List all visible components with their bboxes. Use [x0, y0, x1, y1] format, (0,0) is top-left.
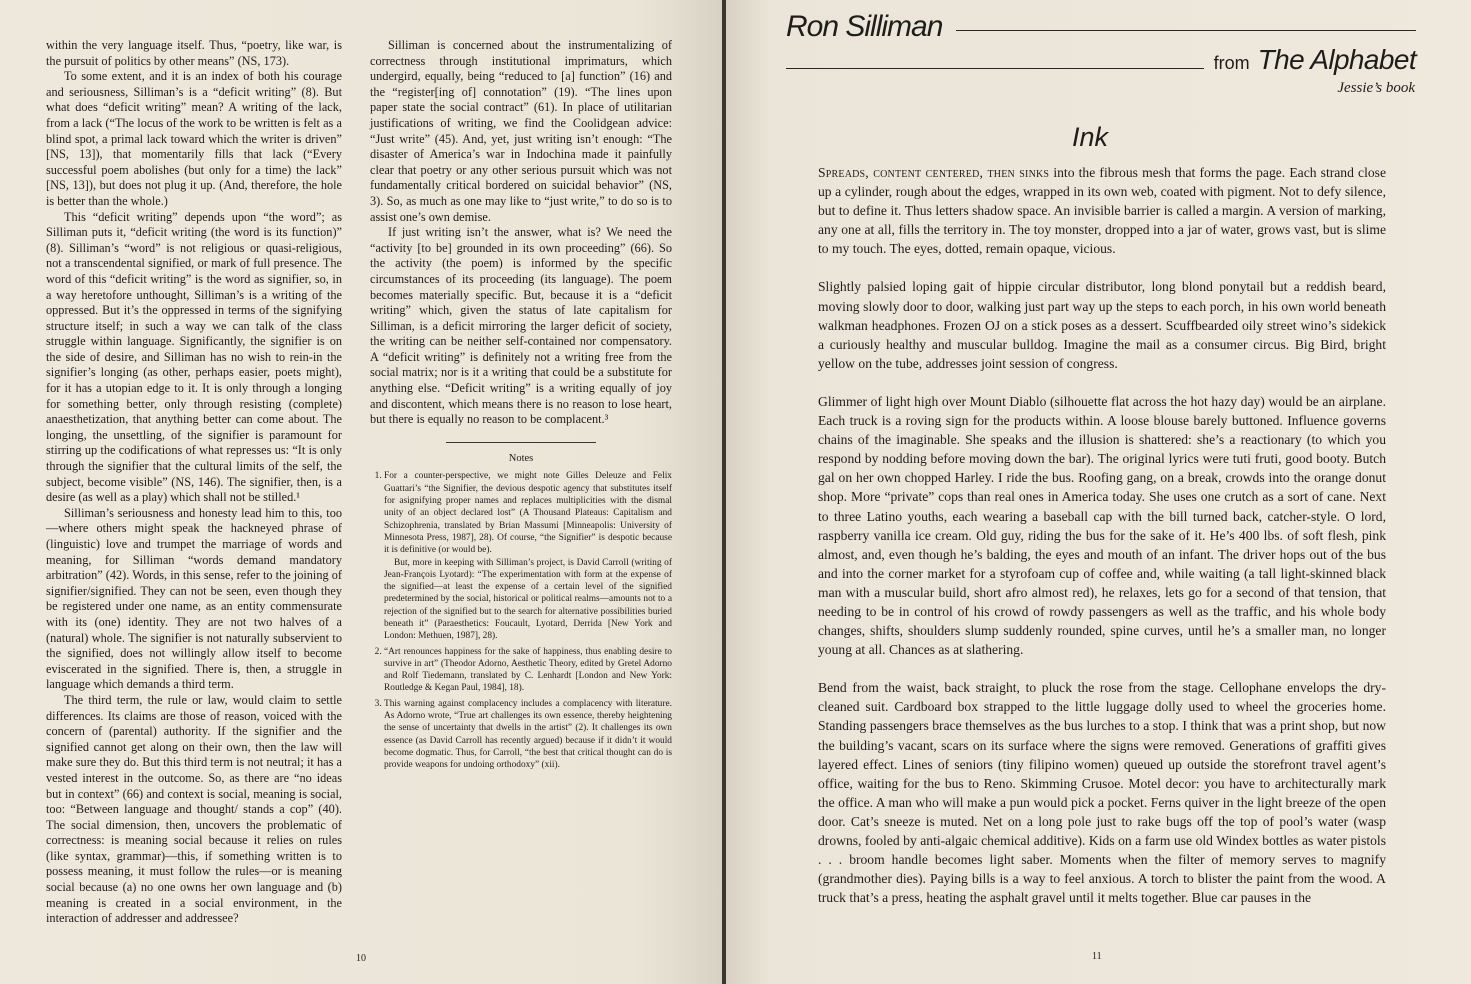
note-item	[384, 646, 672, 695]
right-page	[726, 0, 1471, 984]
book-title: The Alphabet	[1257, 44, 1416, 75]
from-label: from	[1213, 53, 1250, 73]
note-item	[384, 698, 672, 772]
note-text: 2. “Art renounces happiness for the sake of happiness, thus enabling desire to survive in art” (Theodor Adorno, Aesthetic Theory, edited by Gretel Adorno and Rolf Tiedemann, translated by C. Lenhardt [London and New York: Routledge & Kegan Paul, 1984], 18).	[384, 646, 672, 694]
left-page	[0, 0, 722, 984]
header-rule	[786, 68, 1204, 69]
poem-paragraph	[818, 163, 1386, 258]
note-item	[384, 470, 672, 642]
notes-divider	[446, 442, 596, 443]
book-header	[786, 44, 1416, 76]
essay-paragraph: Silliman’s seriousness and honesty lead him to this, too—where others might speak the hackneyed phrase of (linguistic) love and trumpet the marriage of words and meaning, for Silliman “words demand mandatory arbitration” (42). Words, in this sense, refer to the joining of signifier/signified. They can not be seen, even though they be registered under one name, as an entity commensurate with its (one) identity. They are not two halves of a (natural) whole. The signifier is not naturally subservient to the signified, does not willingly allow itself to become eviscerated in the signified. There is, then, a struggle in language which demands a third term.	[46, 505, 342, 692]
poem-text: into the fibrous mesh that forms the page. Each strand close up a cylinder, rough about the edges, wrapped in its own web, coated with pigment. Not to defy silence, but to define it. Thus letters shadow space. An invisible barrier is called a margin. A version of marking, any one at all, fills the territory in. The toy monster, dropped into a jar of water, grows vast, but is slime to my touch. The eyes, dotted, remain opaque, vicious.	[818, 165, 1386, 257]
page-number: 11	[1092, 951, 1102, 962]
essay-paragraph: within the very language itself. Thus, “poetry, like war, is the pursuit of politics by other means” (NS, 173).	[46, 38, 342, 68]
poem-title: Ink	[1072, 122, 1109, 152]
opening-small-caps: Spreads, content centered, then sinks	[818, 165, 1050, 180]
essay-paragraph: If just writing isn’t the answer, what is? We need the “activity [to be] grounded in its own proceeding” (66). So the activity (the poem) is informed by the specific circumstances of its proceeding (its language). The poem becomes materially specific. But, because it is a “deficit writing” which, given the status of late capitalism for Silliman, is a deficit mirroring the larger deficit of society, the writing can be neither self-contained nor compensatory. A “deficit writing” is definitely not a writing free from the social matrix; nor is it a writing that could be a substitute for anything else. “Deficit writing” is a writing equally of joy and discontent, which means there is no reason to lose heart, but there is equally no reason to be complacent.³	[370, 225, 672, 427]
poem-paragraph: Slightly palsied loping gait of hippie circular distributor, long blond ponytail but a reddish beard, moving slowly door to door, walking just part way up the steps to each porch, in his own world beneath walkman headphones. Frozen OJ on a stick poses as a dessert. Scuffbearded oily street wino’s sidekick a curiously healthy and muscular bulldog. Imagine the mail as a consumer circus. Big Bird, bright yellow on the tube, addresses joint session of congress.	[818, 279, 1386, 371]
poem-paragraph: Glimmer of light high over Mount Diablo (silhouette flat across the hot hazy day) would be an airplane. Each truck is a roving sign for the products within. A loose blouse barely buttoned. Influence governs chains of the imaginable. She speaks and the illusion is shattered: she’s a reactionary (to which you respond by nodding before moving down the bar). The original lyrics were tuti fruti, good booty. Butch gal on her own chopped Harley. I ride the bus. Roofing gang, on a break, crowds into the orange donut shop. More “private” cops than real ones in America today. She uses one crutch as a sort of cane. Next to three Latino youths, each wearing a baseball cap with the bill turned back, catcher-style. O lord, raspberry vanilla ice cream. Old guy, riding the bus for the sake of it. He’s 400 lbs. of soft flesh, pink almost, and, even though he’s balding, the eyes and mouth of an infant. The driver hops out of the bus and into the corner market for a styrofoam cup of coffee and, while waiting (a tall light-skinned black man with a muscular build, short afro almost red), he relaxes, lets go for a second of that tension, that needing to be in control of his crowd of rowdy passengers as well as the traffic, and his whole body changes, shifts, shoulders slump suddenly rounded, spine curves, until he’s a smaller man, no longer young at all. Chances as at slathering.	[818, 393, 1386, 658]
essay-column-1	[46, 38, 342, 927]
essay-paragraph: To some extent, and it is an index of both his courage and seriousness, Silliman’s is a “deficit writing” (8). But what does “deficit writing” mean? A writing of the lack, from a lack (“The locus of the work to be written is felt as a blind spot, a primal lack toward which the writer is driven” [NS, 13]), that momentarily fills that lack (“Every successful poem abolishes (but only for a time) the lack” [NS, 13]), but does not plug it up. (And, therefore, the hole is better than the whole.)	[46, 69, 342, 208]
header-rule	[956, 30, 1416, 31]
essay-paragraph: This “deficit writing” depends upon “the word”; as Silliman puts it, “deficit writing (the word is its function)” (8). Silliman’s “word” is not religious or quasi-religious, not a transcendental signified, or mark of full presence. The word of this “deficit writing” is the word as signifier, so, in a way heretofore unthought, Silliman’s is a writing of the oppressed. But it’s the oppressed in terms of the signifying structure itself; in such a way we can talk of the class struggle within language. Significantly, the signifier is on the side of desire, and Silliman has no wish to rein-in the signifier’s longing (as other, perhaps easier, poets might), for it has a utopian edge to it. It is only through a longing for something better, only through resisting (complete) anaesthetization, that anything better can come about. The longing, the unsettling, of the signifier is paramount for stirring up the codifications of what represses us: “It is only through the signifier that the cultural limits of the self, the subject, become visible” (NS, 146). The signifier, then, is a desire (as well as a play) which shall not be stilled.¹	[46, 209, 342, 505]
author-name: Ron Silliman	[786, 10, 943, 43]
essay-paragraph: The third term, the rule or law, would claim to settle differences. Its claims are those of reason, voiced with the concern of (parental) authority. If the signifier and the signified cannot get along on their own, then the law will make sure they do. But this third term is not neutral; it has a vested interest in the outcome. So, as there are “no ideas but in context” (66) and context is social, meaning is social, too: “Between language and thought/ stands a cop” (40). The social dimension, then, uncovers the problematic of correctness: is meaning social because it relies on rules (like syntax, grammar)—this, if something written is to possess meaning, it must follow the rules—or is meaning social because (a) no one owns her own language and (b) meaning is created in a social environment, in the interaction of addresser and addressee?	[46, 692, 342, 926]
note-text: 1. For a counter-perspective, we might note Gilles Deleuze and Felix Guattari’s “the Signifier, the devious despotic agency that substitutes itself for asignifying proper names and replaces multiplicities with the dismal unity of an object declared lost” (A Thousand Plateaus: Capitalism and Schizophrenia, translated by Brian Massumi [Minneapolis: University of Minnesota Press, 1987], 28). Of course, “the Signifier” is despotic because it is definitive (or would be).	[384, 471, 672, 556]
notes-section	[370, 442, 672, 772]
note-text: 3. This warning against complacency includes a complacency with literature. As Adorno wrote, “True art challenges its own essence, thereby heightening the sense of uncertainty that dwells in the artist” (2). It challenges its own essence (as David Carroll has recently argued) because if it didn’t it would become dogmatic. Thus, for Carroll, “the best that critical thought can do is provide weapons for undoing orthodoxy” (xii).	[384, 698, 672, 771]
book-subtitle: Jessie’s book	[1337, 80, 1415, 96]
essay-column-2	[370, 38, 672, 775]
poem-paragraph: Bend from the waist, back straight, to pluck the rose from the stage. Cellophane envelops the dry-cleaned suit. Cardboard box strapped to the little luggage dolly used to wheel the groceries home. Standing passengers brace themselves as the bus lurches to a stop. I think that was a print shop, but now the building’s vacant, scars on its surface where the signs were removed. Generations of graffiti gives layered effect. Lines of seniors (tiny filipino women) queued up outside the storefront travel agent’s office, waiting for the bus to Reno. Skimming Crusoe. Motel decor: you have to architecturally mark the office. A man who will make a pun would pick a pocket. Ferns quiver in the light breeze of the open door. Cat’s sneeze is muted. Net on a long pole just to rake bugs off the top of pool’s water (wasp drowns, fooled by anti-algaic chemical additive). Kids on a farm use old Windex bottles as water pistols . . . broom handle becomes light saber. Moments when the filter of memory serves to magnify (grandmother dies). Paying bills is a way to feel anxious. A torch to blister the paint from the wood. A truck that’s a press, heating the asphalt gravel until it melts together. Blue car pauses in the	[818, 680, 1386, 906]
poem-body	[818, 163, 1386, 926]
page-number: 10	[356, 953, 366, 964]
note-text: But, more in keeping with Silliman’s project, is David Carroll (writing of Jean-François Lyotard): “The experimentation with form at the expense of the signified—at least the expense of a certain level of the signified predetermined by the social, historical or political realms—amounts not to a rejection of the signified but to the search for alternative possibilities buried beneath it” (Paraesthetics: Foucault, Lyotard, Derrida [New York and London: Methuen, 1987], 28).	[384, 557, 672, 642]
essay-paragraph: Silliman is concerned about the instrumentalizing of correctness through institutional imprimaturs, which undergird, equally, being “reduced to [a] function” (16) and the “register[ing of] connotation” (19). “The lines upon paper state the social contract” (61). In place of utilitarian justifications of writing, we find the Coolidgean advice: “Just write” (45). And, yet, just writing isn’t enough: “The disaster of America’s war in Indochina made it painfully clear that poetry or any other serious pursuit which was not fundamentally critical bordered on suicidal behavior” (NS, 3). So, as much as one may like to “just write,” to do so is to assist one’s own demise.	[370, 38, 672, 224]
author-header	[786, 10, 1416, 44]
notes-heading: Notes	[508, 452, 534, 464]
